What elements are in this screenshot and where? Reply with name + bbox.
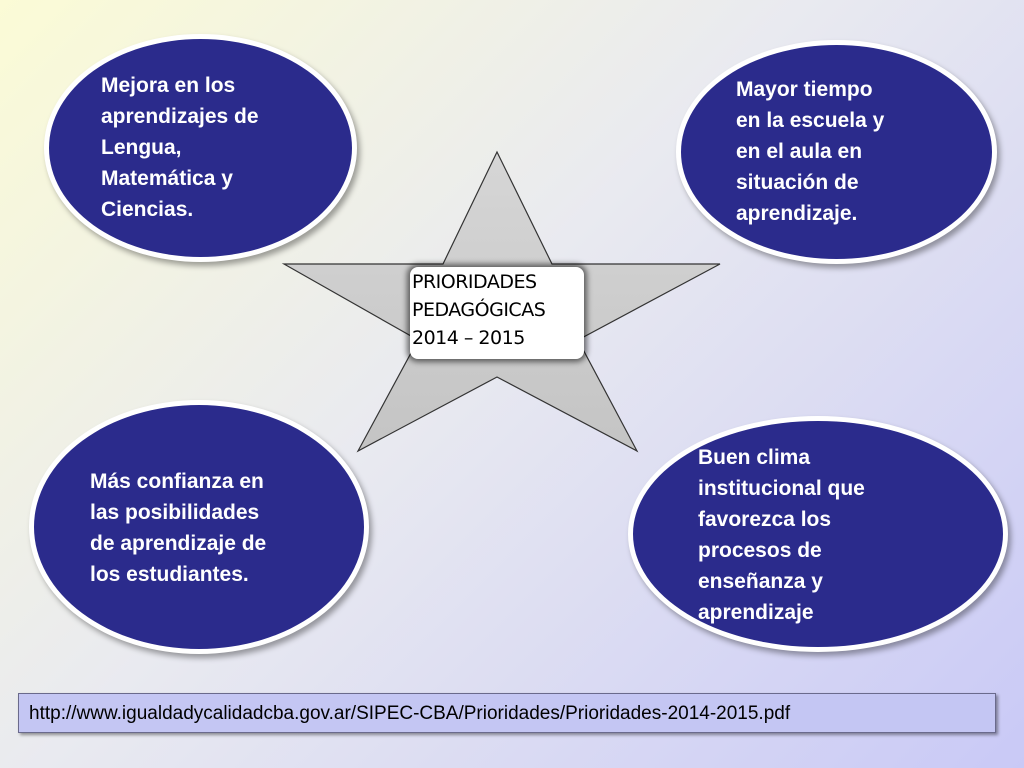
center-line-2: PEDAGÓGICAS — [412, 299, 546, 321]
node-line: Buen clima — [698, 446, 811, 469]
node-line: en el aula en — [736, 140, 863, 163]
node-line: Mayor tiempo — [736, 78, 873, 101]
node-line: favorezca los — [698, 508, 832, 531]
center-label — [412, 268, 545, 352]
node-line: aprendizajes de — [101, 105, 259, 128]
node-bottom-left-text — [90, 466, 266, 590]
node-line: Lengua, — [101, 136, 182, 159]
node-line: de aprendizaje de — [90, 532, 267, 555]
source-url[interactable]: http://www.igualdadycalidadcba.gov.ar/SIPEC-CBA/Prioridades/Prioridades-2014-2015.pdf — [29, 703, 791, 724]
node-line: Matemática y — [101, 167, 233, 190]
node-line: procesos de — [698, 539, 822, 562]
node-line: las posibilidades — [90, 501, 260, 524]
node-line: situación de — [736, 171, 859, 194]
node-line: en la escuela y — [736, 109, 885, 132]
center-line-3: 2014 – 2015 — [412, 327, 525, 349]
node-bottom-right-text — [698, 442, 865, 628]
node-line: aprendizaje. — [736, 202, 858, 225]
node-line: los estudiantes. — [90, 563, 249, 586]
node-line: Ciencias. — [101, 198, 194, 221]
node-line: Más confianza en — [90, 470, 264, 493]
node-top-right-text — [736, 74, 884, 229]
node-line: aprendizaje — [698, 601, 814, 624]
node-line: enseñanza y — [698, 570, 823, 593]
node-line: institucional que — [698, 477, 865, 500]
node-line: Mejora en los — [101, 74, 236, 97]
source-url-box — [18, 693, 996, 733]
center-line-1: PRIORIDADES — [412, 271, 537, 293]
node-top-left-text — [101, 70, 259, 225]
